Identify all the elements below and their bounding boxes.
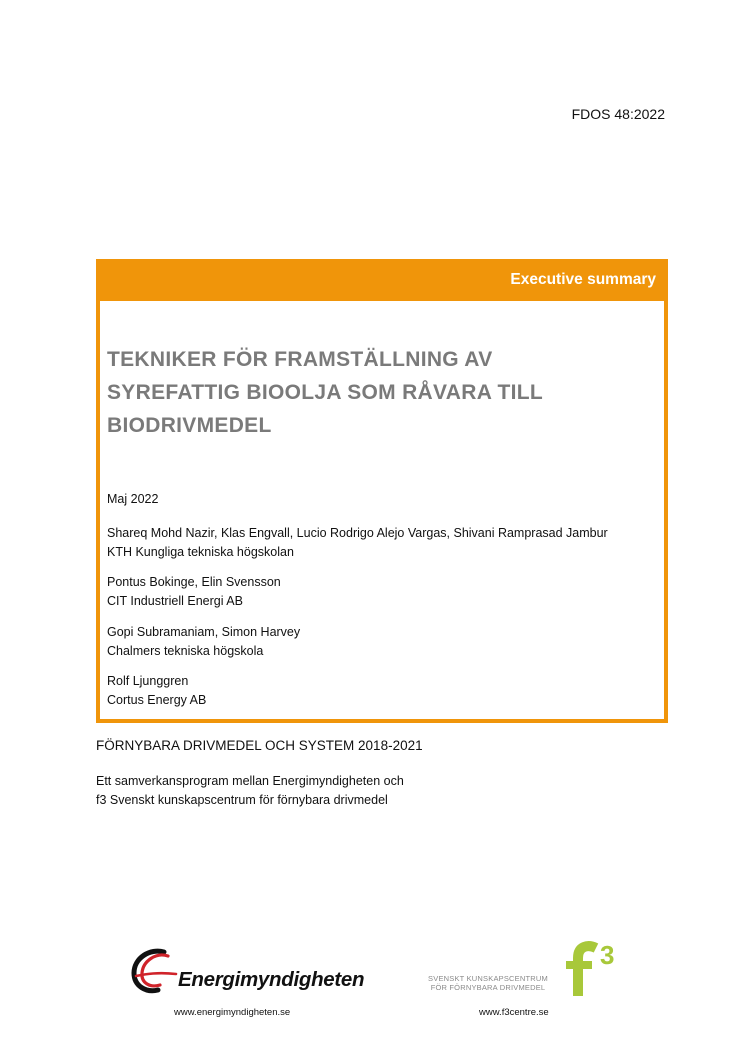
author-names: Shareq Mohd Nazir, Klas Engvall, Lucio Rodrigo Alejo Vargas, Shivani Ramprasad Jambur — [107, 526, 608, 540]
document-title — [107, 343, 627, 442]
publication-date: Maj 2022 — [107, 492, 159, 506]
author-organization: KTH Kungliga tekniska högskolan — [107, 545, 294, 559]
f3-url[interactable]: www.f3centre.se — [479, 1007, 549, 1018]
program-description — [96, 772, 404, 810]
author-names: Rolf Ljunggren — [107, 674, 189, 688]
program-name: FÖRNYBARA DRIVMEDEL OCH SYSTEM 2018-2021 — [96, 738, 423, 753]
energimyndigheten-wordmark: Energimyndigheten — [178, 968, 365, 991]
energimyndigheten-url[interactable]: www.energimyndigheten.se — [174, 1007, 291, 1018]
title-line: SYREFATTIG BIOOLJA SOM RÅVARA TILL — [107, 381, 544, 404]
f3-tagline-line: SVENSKT KUNSKAPSCENTRUM — [428, 974, 548, 983]
program-description-line: f3 Svenskt kunskapscentrum för förnybara drivmedel — [96, 793, 388, 807]
report-number: FDOS 48:2022 — [571, 106, 665, 122]
title-line: TEKNIKER FÖR FRAMSTÄLLNING AV — [107, 348, 493, 371]
svg-text:3: 3 — [600, 940, 615, 970]
author-group-cit — [107, 573, 281, 611]
author-organization: CIT Industriell Energi AB — [107, 594, 243, 608]
author-organization: Cortus Energy AB — [107, 693, 207, 707]
author-group-chalmers — [107, 623, 300, 661]
title-line: BIODRIVMEDEL — [107, 414, 272, 437]
author-names: Pontus Bokinge, Elin Svensson — [107, 575, 281, 589]
author-group-kth — [107, 524, 608, 562]
summary-box-header — [96, 259, 668, 301]
summary-header-label: Executive summary — [510, 271, 656, 288]
energimyndigheten-logo — [128, 946, 368, 996]
f3-mark-icon — [562, 936, 624, 998]
summary-box — [96, 259, 668, 723]
author-group-cortus — [107, 672, 206, 710]
f3-logo — [418, 936, 628, 998]
f3-tagline — [418, 974, 558, 992]
program-description-line: Ett samverkansprogram mellan Energimyndigheten och — [96, 774, 404, 788]
author-names: Gopi Subramaniam, Simon Harvey — [107, 625, 301, 639]
swirl-logo-icon — [128, 946, 180, 996]
author-organization: Chalmers tekniska högskola — [107, 644, 264, 658]
f3-tagline-line: FÖR FÖRNYBARA DRIVMEDEL — [430, 983, 546, 992]
